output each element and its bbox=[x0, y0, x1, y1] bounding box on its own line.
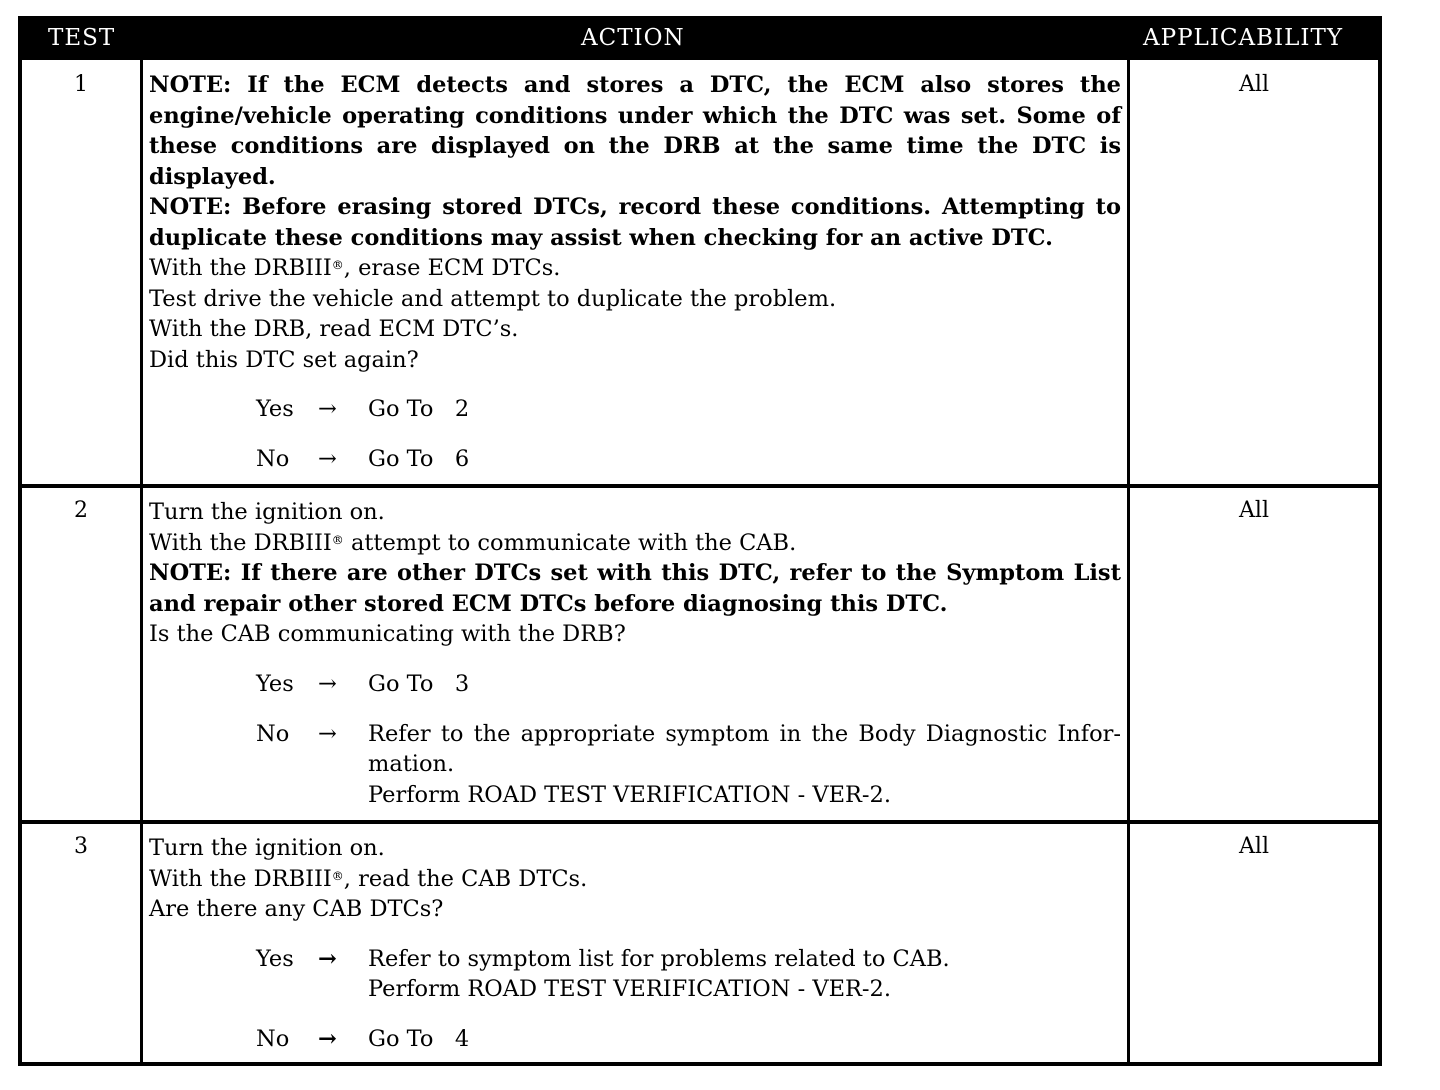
no-result: Go To 6 bbox=[368, 446, 470, 472]
question: Did this DTC set again? bbox=[149, 346, 419, 373]
instruction: With the DRBIII®, erase ECM DTCs. bbox=[149, 255, 561, 281]
yes-label: Yes bbox=[256, 396, 294, 422]
instruction: With the DRB, read ECM DTC’s. bbox=[149, 316, 519, 342]
no-result: Refer to the appropriate symptom in the Body Diagnostic Infor- mation. Perform ROAD TEST VERIFICATION - VER-2. bbox=[368, 720, 1121, 808]
question: Are there any CAB DTCs? bbox=[149, 896, 444, 922]
question: Is the CAB communicating with the DRB? bbox=[149, 621, 626, 647]
test-3-action bbox=[149, 833, 1121, 1055]
row-divider bbox=[22, 820, 1378, 824]
applicability-value: All bbox=[1239, 72, 1269, 97]
arrow-right-icon: → bbox=[318, 720, 337, 747]
yes-label: Yes bbox=[256, 670, 294, 697]
applicability-value: All bbox=[1239, 498, 1269, 523]
test-number: 2 bbox=[74, 498, 88, 523]
column-divider bbox=[1127, 60, 1130, 1062]
yes-branch bbox=[149, 394, 1121, 425]
row-divider bbox=[22, 484, 1378, 488]
test-number: 1 bbox=[74, 72, 88, 97]
header-test: TEST bbox=[48, 25, 116, 51]
instruction: Test drive the vehicle and attempt to duplicate the problem. bbox=[149, 285, 837, 312]
no-branch bbox=[149, 719, 1121, 811]
applicability-value: All bbox=[1239, 834, 1269, 859]
column-divider bbox=[140, 60, 143, 1062]
no-branch bbox=[149, 1024, 1121, 1055]
yes-result: Go To 2 bbox=[368, 396, 470, 422]
arrow-right-icon: → bbox=[318, 446, 337, 472]
yes-branch bbox=[149, 669, 1121, 700]
header-action: ACTION bbox=[581, 25, 685, 51]
no-result: Go To 4 bbox=[368, 1025, 470, 1052]
no-label: No bbox=[256, 720, 290, 747]
no-branch bbox=[149, 444, 1121, 475]
no-label: No bbox=[256, 446, 290, 472]
yes-label: Yes bbox=[256, 945, 294, 972]
arrow-right-icon: → bbox=[318, 1025, 337, 1052]
instruction: Turn the ignition on. bbox=[149, 835, 385, 861]
instruction: Turn the ignition on. bbox=[149, 499, 385, 525]
yes-result: Refer to symptom list for problems related to CAB. Perform ROAD TEST VERIFICATION - VER-2. bbox=[368, 945, 950, 1002]
yes-branch bbox=[149, 944, 1121, 1005]
header-applicability: APPLICABILITY bbox=[1143, 25, 1343, 51]
instruction: With the DRBIII®, read the CAB DTCs. bbox=[149, 865, 588, 892]
table-header bbox=[22, 20, 1378, 60]
arrow-right-icon: → bbox=[318, 670, 337, 697]
test-number: 3 bbox=[74, 834, 88, 859]
test-2-action bbox=[149, 497, 1121, 810]
note: NOTE: If there are other DTCs set with this DTC, refer to the Symptom List and repair other stored ECM DTCs before diagnosing this DTC. bbox=[149, 560, 1121, 617]
yes-result: Go To 3 bbox=[368, 670, 470, 697]
arrow-right-icon: → bbox=[318, 945, 337, 972]
note: NOTE: Before erasing stored DTCs, record these conditions. Attempting to duplicate these conditions may assist when checking for an active DTC. bbox=[149, 194, 1121, 251]
diagnostic-test-table bbox=[18, 16, 1382, 1066]
test-1-action bbox=[149, 70, 1121, 475]
instruction: With the DRBIII® attempt to communicate with the CAB. bbox=[149, 529, 797, 556]
note: NOTE: If the ECM detects and stores a DTC, the ECM also stores the engine/vehicle operating conditions under which the DTC was set. Some of these conditions are displayed on the DRB at the same time the DTC is displayed. bbox=[149, 72, 1121, 190]
arrow-right-icon: → bbox=[318, 396, 337, 422]
no-label: No bbox=[256, 1025, 290, 1052]
